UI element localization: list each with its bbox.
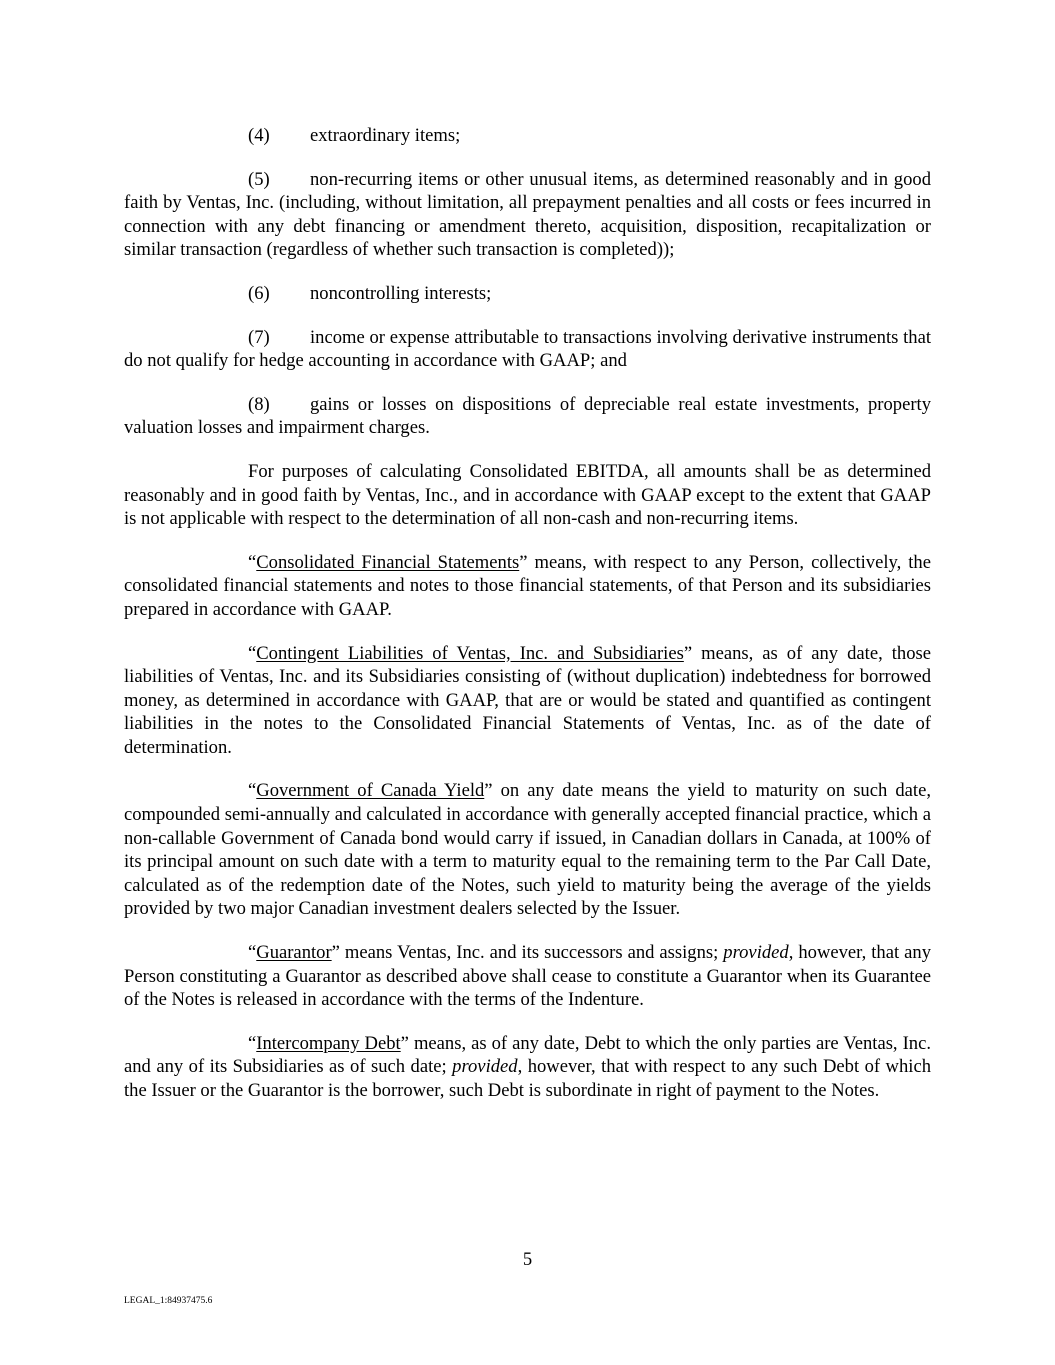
definition-guarantor: “Guarantor” means Ventas, Inc. and its successors and assigns; provided, however, that any Person constituting a Guarantor as described above shall cease to constitute a Guarantor when its Guarantee of the Notes is released in accordance with the terms of the Indenture. xyxy=(124,942,931,1011)
definition-contingent-liabilities: “Contingent Liabilities of Ventas, Inc. and Subsidiaries” means, as of any date, those liabilities of Ventas, Inc. and its Subsidiaries consisting of (without duplication) indebtedness for borrowed money, as determined in accordance with GAAP, that are or would be stated and quantified as contingent liabilities in the notes to the Consolidated Financial Statements of Ventas, Inc. as of the date of determination. xyxy=(124,642,931,758)
italic-word: provided xyxy=(723,942,789,964)
definition-intercompany-debt: “Intercompany Debt” means, as of any date, Debt to which the only parties are Ventas, Inc. and any of its Subsidiaries as of such date; provided, however, that with respect to any such Debt of which the Issuer or the Guarantor is the borrower, such Debt is subordinate in right of payment to the Notes. xyxy=(124,1032,931,1101)
item-number: (6) xyxy=(248,282,270,304)
item-text: noncontrolling interests; xyxy=(310,282,492,304)
list-item xyxy=(124,168,931,262)
defined-term: Intercompany Debt xyxy=(256,1032,401,1054)
definition-text: on any date means the yield to maturity on such date, compounded semi-annually and calculated in accordance with generally accepted financial practice, which a non-callable Government of Canada bond would carry if issued, in Canadian dollars in Canada, at 100% of its principal amount on such date with a term to maturity equal to the remaining term to the Par Call Date, calculated as of the redemption date of the Notes, such yield to maturity being the average of the yields provided by two major Canadian investment dealers selected by the Issuer. xyxy=(124,780,931,920)
definition-text: means, as of any date, Debt to which the only parties are Ventas, Inc. and any of its Subsidiaries as of such date; xyxy=(124,1032,931,1078)
definition-text: means Ventas, Inc. and its successors and assigns; xyxy=(339,942,724,964)
definition-text: means, with respect to any Person, collectively, the consolidated financial statements and notes to those financial statements, of that Person and its subsidiaries prepared in accordance with GAAP. xyxy=(124,551,931,620)
item-text: extraordinary items; xyxy=(310,125,461,146)
list-item xyxy=(124,124,931,148)
list-item xyxy=(124,326,931,373)
item-text: non-recurring items or other unusual items, as determined reasonably and in good faith by Ventas, Inc. (including, without limitation, all prepayment penalties and all costs or fees incurred in connection with any debt financing or amendment thereto, acquisition, disposition, recapitalization or similar transaction (regardless of whether such transaction is completed)); xyxy=(124,168,931,261)
defined-term: Government of Canada Yield xyxy=(256,780,485,802)
definition-government-of-canada-yield: “Government of Canada Yield” on any date means the yield to maturity on such date, compounded semi-annually and calculated in accordance with generally accepted financial practice, which a non-callable Government of Canada bond would carry if issued, in Canadian dollars in Canada, at 100% of its principal amount on such date with a term to maturity equal to the remaining term to the Par Call Date, calculated as of the redemption date of the Notes, such yield to maturity being the average of the yields provided by two major Canadian investment dealers selected by the Issuer. xyxy=(124,780,931,920)
defined-term: Contingent Liabilities of Ventas, Inc. and Subsidiaries xyxy=(256,642,684,664)
item-text: income or expense attributable to transactions involving derivative instruments that do not qualify for hedge accounting in accordance with GAAP; and xyxy=(124,326,931,372)
item-number: (8) xyxy=(248,393,270,415)
ebitda-paragraph: For purposes of calculating Consolidated EBITDA, all amounts shall be as determined reasonably and in good faith by Ventas, Inc., and in accordance with GAAP except to the extent that GAAP is not applicable with respect to the determination of all non-cash and non-recurring items. xyxy=(124,460,931,530)
item-number: (4) xyxy=(248,125,270,146)
defined-term: Consolidated Financial Statements xyxy=(256,551,520,573)
italic-word: provided xyxy=(452,1056,518,1078)
definition-text: , however, that any Person constituting a Guarantor as described above shall cease to constitute a Guarantor when its Guarantee of the Notes is released in accordance with the terms of the Indenture. xyxy=(124,942,931,1011)
document-code: LEGAL_1:84937475.6 xyxy=(124,1296,213,1306)
definition-text: means, as of any date, those liabilities of Ventas, Inc. and its Subsidiaries consisting of (without duplication) indebtedness for borrowed money, as determined in accordance with GAAP, that are or would be stated and quantified as contingent liabilities in the notes to the Consolidated Financial Statements of Ventas, Inc. as of the date of determination. xyxy=(124,642,931,758)
list-item xyxy=(124,282,931,306)
list-item xyxy=(124,393,931,440)
page-number: 5 xyxy=(522,1249,533,1270)
definition-text: , however, that with respect to any such Debt of which the Issuer or the Guarantor is the borrower, such Debt is subordinate in right of payment to the Notes. xyxy=(124,1056,931,1101)
document-body xyxy=(124,124,931,1123)
definition-consolidated-financial-statements: “Consolidated Financial Statements” means, with respect to any Person, collectively, the consolidated financial statements and notes to those financial statements, of that Person and its subsidiaries prepared in accordance with GAAP. xyxy=(124,551,931,620)
item-text: gains or losses on dispositions of depreciable real estate investments, property valuation losses and impairment charges. xyxy=(124,393,931,439)
item-number: (7) xyxy=(248,326,270,348)
item-number: (5) xyxy=(248,168,270,190)
defined-term: Guarantor xyxy=(256,942,332,964)
